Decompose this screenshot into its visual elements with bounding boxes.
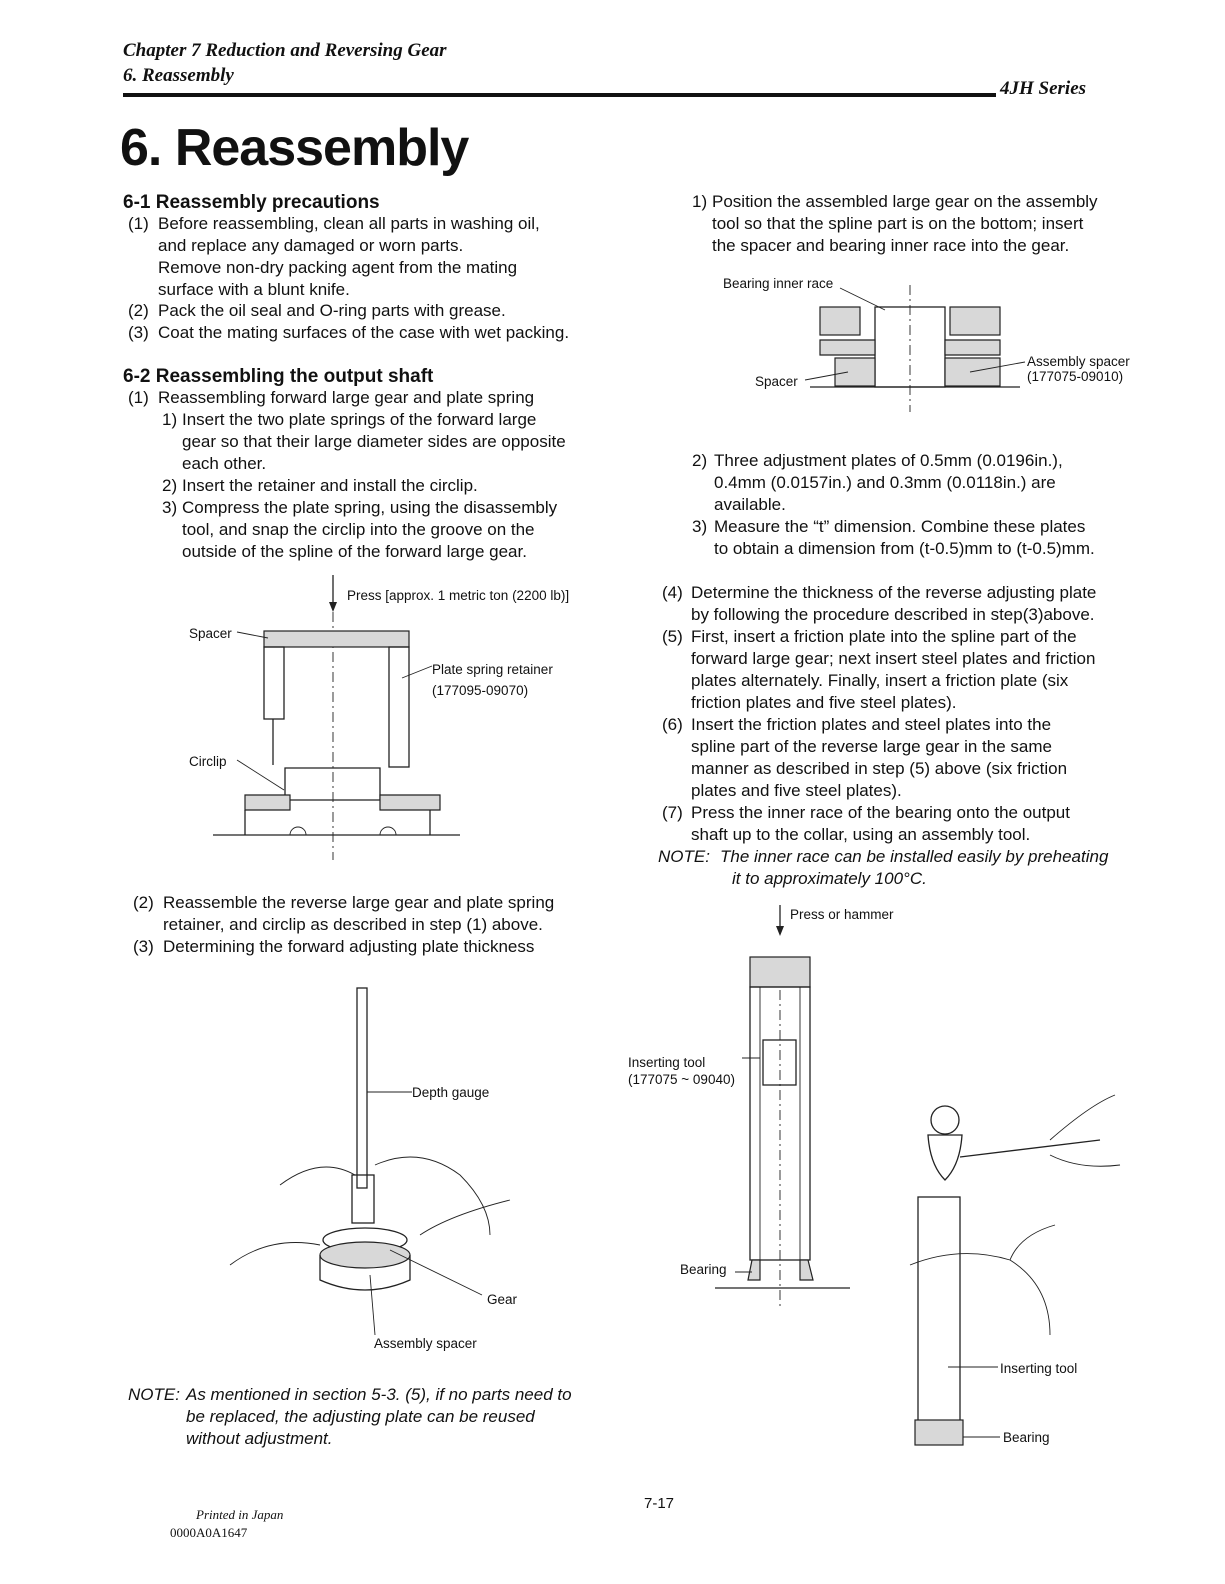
step — [162, 475, 602, 497]
bearing-right — [800, 1260, 813, 1280]
press-or-hammer-label: Press or hammer — [790, 907, 894, 922]
text-line: each other. — [182, 454, 267, 473]
circlip-label: Circlip — [189, 754, 227, 769]
inserting-tool-figure — [700, 900, 870, 1320]
left-plate — [820, 307, 860, 335]
arrow-head — [776, 926, 784, 936]
arrow-head — [329, 602, 337, 612]
heading-6-2: 6-2 Reassembling the output shaft — [123, 366, 434, 387]
right-hand — [375, 1157, 490, 1235]
text-line: outside of the spline of the forward large gear. — [182, 542, 527, 561]
printed-in-label: Printed in Japan — [196, 1507, 284, 1522]
text-line: Determining the forward adjusting plate thickness — [163, 937, 535, 956]
text-line: available. — [714, 495, 786, 514]
plate-spring-compression-figure — [180, 570, 600, 870]
item-number: (5) — [662, 627, 683, 646]
text-line: First, insert a friction plate into the spline part of the — [691, 627, 1077, 646]
list-item — [128, 213, 598, 301]
text-line: tool, and snap the circlip into the groove on the — [182, 520, 535, 539]
press-label: Press [approx. 1 metric ton (2200 lb)] — [347, 588, 570, 603]
item-number: (1) — [128, 388, 149, 407]
spacer-label: Spacer — [189, 626, 232, 641]
inserting-tool-part-number: (177075 ~ 09040) — [628, 1072, 735, 1087]
text-line: Remove non-dry packing agent from the mating — [158, 258, 518, 277]
tool-insert — [763, 1040, 796, 1085]
leader-gear — [390, 1250, 482, 1295]
right-plate — [950, 307, 1000, 335]
item-number: (2) — [133, 893, 154, 912]
document-code: 0000A0A1647 — [170, 1525, 248, 1540]
arc — [380, 827, 396, 835]
text-line: by following the procedure described in step(3)above. — [691, 605, 1095, 624]
retainer-part-number: (177095-09070) — [432, 683, 529, 698]
list-item — [128, 322, 598, 344]
hammer-handle — [960, 1140, 1100, 1157]
leader-circlip — [237, 760, 284, 790]
section-title: 6. Reassembly — [123, 65, 234, 86]
left-hand — [280, 1167, 355, 1185]
note — [128, 1384, 603, 1450]
text-line: Position the assembled large gear on the assembly — [712, 192, 1098, 211]
text-line: be replaced, the adjusting plate can be reused — [186, 1407, 535, 1426]
text-line: without adjustment. — [186, 1429, 333, 1448]
step — [162, 497, 602, 563]
bearing-label-2: Bearing — [1003, 1430, 1050, 1445]
list-item — [662, 626, 1132, 714]
bearing — [915, 1420, 963, 1445]
left-spacer — [820, 340, 875, 355]
list-item — [662, 802, 1132, 846]
right-arm — [420, 1200, 510, 1235]
page-title: 6. Reassembly — [120, 119, 469, 177]
text-line: to obtain a dimension from (t-0.5)mm to (t-0.5)mm. — [714, 539, 1095, 558]
hammer-head-top — [931, 1106, 959, 1134]
item-number: (7) — [662, 803, 683, 822]
text-line: shaft up to the collar, using an assembly tool. — [691, 825, 1031, 844]
step-number: 2) — [692, 451, 708, 470]
spacer-plate — [264, 631, 409, 647]
step-number: 2) — [162, 476, 178, 495]
text-line: retainer, and circlip as described in step (1) above. — [163, 915, 543, 934]
text-line: manner as described in step (5) above (six friction — [691, 759, 1068, 778]
text-line: forward large gear; next insert steel plates and friction — [691, 649, 1096, 668]
left-leg — [264, 647, 284, 719]
heading-6-1: 6-1 Reassembly precautions — [123, 192, 380, 213]
left-arm — [230, 1243, 320, 1266]
assembly-spacer-part-number: (177075-09010) — [1027, 369, 1124, 384]
bearing-label: Bearing — [680, 1262, 727, 1277]
text-line: Reassembling forward large gear and plate spring — [158, 388, 535, 407]
gear-label: Gear — [487, 1292, 518, 1307]
step — [162, 409, 602, 475]
text-line: plates alternately. Finally, insert a friction plate (six — [691, 671, 1069, 690]
item-number: (1) — [128, 214, 149, 233]
text-line: Insert the two plate springs of the forward large — [182, 410, 537, 429]
list-item — [128, 387, 534, 409]
inserting-tool-label: Inserting tool — [628, 1055, 706, 1070]
step-number: 3) — [692, 517, 708, 536]
left-spring — [245, 795, 290, 810]
spacer-label: Spacer — [755, 374, 798, 389]
text-line: plates and five steel plates). — [691, 781, 902, 800]
gauge-base — [352, 1175, 374, 1223]
text-line: friction plates and five steel plates). — [691, 693, 957, 712]
text-line: Reassemble the reverse large gear and plate spring — [163, 893, 555, 912]
depth-gauge-figure — [190, 985, 550, 1345]
text-line: Insert the friction plates and steel plates into the — [691, 715, 1052, 734]
note-prefix: NOTE: — [128, 1385, 180, 1404]
assembly-spacer-label: Assembly spacer — [1027, 354, 1130, 369]
item-number: (2) — [128, 301, 149, 320]
text-line: Three adjustment plates of 0.5mm (0.0196in.), — [714, 451, 1063, 470]
item-number: (6) — [662, 715, 683, 734]
list-item — [133, 892, 603, 936]
bearing-inner-race-figure — [800, 280, 1040, 420]
inserting-tool-label-2: Inserting tool — [1000, 1361, 1078, 1376]
item-number: (4) — [662, 583, 683, 602]
text-line: it to approximately 100°C. — [732, 869, 927, 888]
arc — [290, 827, 306, 835]
tool-cap — [750, 957, 810, 987]
gear-hub — [285, 768, 380, 800]
bearing-inner-race-label: Bearing inner race — [723, 276, 834, 291]
step-number: 1) — [162, 410, 178, 429]
text-line: and replace any damaged or worn parts. — [158, 236, 464, 255]
inserting-tool-body — [918, 1197, 960, 1427]
list-item — [662, 582, 1132, 626]
leader-spacer — [237, 632, 268, 638]
list-item — [662, 714, 1132, 802]
note-prefix: NOTE: — [658, 847, 710, 866]
left-assembly-spacer — [835, 358, 875, 386]
page-number: 7-17 — [644, 1495, 675, 1512]
series-label: 4JH Series — [1000, 78, 1087, 99]
text-line: tool so that the spline part is on the bottom; insert — [712, 214, 1084, 233]
text-line: the spacer and bearing inner race into the gear. — [712, 236, 1070, 255]
list-item — [128, 300, 598, 322]
retainer-label: Plate spring retainer — [432, 662, 553, 677]
text-line: Measure the “t” dimension. Combine these plates — [714, 517, 1086, 536]
step — [692, 191, 1132, 257]
text-line: gear so that their large diameter sides are opposite — [182, 432, 566, 451]
leader-assembly-spacer — [370, 1275, 375, 1335]
right-spring — [380, 795, 440, 810]
item-number: (3) — [128, 323, 149, 342]
note — [658, 846, 1133, 890]
lower-hand — [910, 1254, 1050, 1335]
list-item-text — [158, 213, 598, 301]
text-line: Insert the retainer and install the circlip. — [182, 476, 478, 495]
step-number: 3) — [162, 498, 178, 517]
step-number: 1) — [692, 192, 708, 211]
text-line: surface with a blunt knife. — [158, 280, 350, 299]
upper-hand — [1050, 1155, 1120, 1166]
list-item — [133, 936, 534, 958]
text-line: Pack the oil seal and O-ring parts with grease. — [158, 301, 506, 320]
text-line: 0.4mm (0.0157in.) and 0.3mm (0.0118in.) are — [714, 473, 1056, 492]
step — [692, 516, 1132, 560]
assembly-spacer-label: Assembly spacer — [374, 1336, 477, 1351]
item-number: (3) — [133, 937, 154, 956]
text-line: Coat the mating surfaces of the case with wet packing. — [158, 323, 570, 342]
step — [692, 450, 1132, 516]
text-line: Press the inner race of the bearing onto the output — [691, 803, 1070, 822]
hammer-inserting-tool-figure — [900, 1085, 1140, 1455]
lower-arm — [1010, 1225, 1055, 1260]
depth-gauge-label: Depth gauge — [412, 1085, 490, 1100]
bearing-left — [748, 1260, 760, 1280]
text-line: Before reassembling, clean all parts in washing oil, — [158, 214, 540, 233]
text-line: spline part of the reverse large gear in the same — [691, 737, 1052, 756]
text-line: Compress the plate spring, using the disassembly — [182, 498, 558, 517]
chapter-title: Chapter 7 Reduction and Reversing Gear — [123, 40, 447, 61]
right-spacer — [945, 340, 1000, 355]
right-leg — [389, 647, 409, 767]
text-line: The inner race can be installed easily by preheating — [720, 847, 1109, 866]
leader-retainer — [402, 666, 432, 678]
gear-teeth — [320, 1242, 410, 1268]
text-line: Determine the thickness of the reverse adjusting plate — [691, 583, 1097, 602]
text-line: As mentioned in section 5-3. (5), if no parts need to — [186, 1385, 572, 1404]
header-rule — [123, 93, 996, 97]
hammer-head — [928, 1135, 962, 1180]
upper-arm — [1050, 1095, 1115, 1140]
depth-gauge-rod — [357, 988, 367, 1188]
